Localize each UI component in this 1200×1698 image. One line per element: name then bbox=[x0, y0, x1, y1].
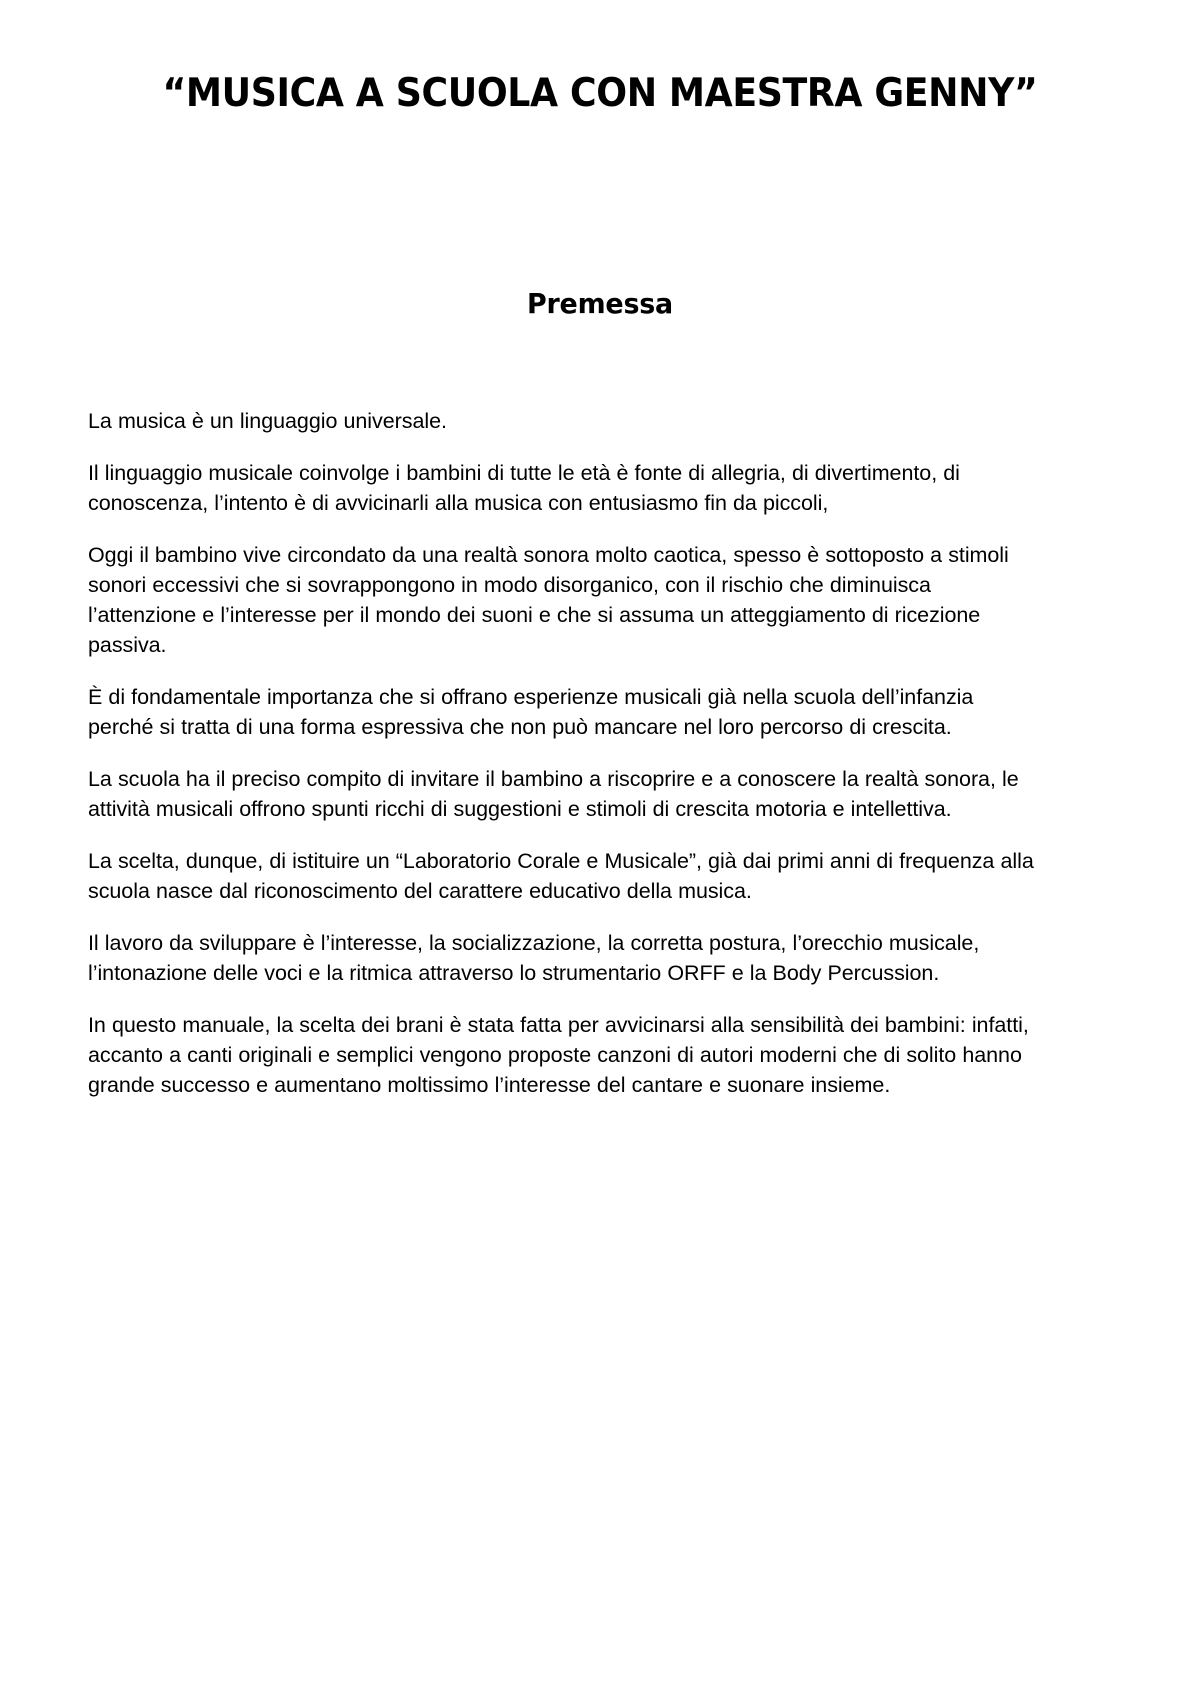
section-heading-premessa: Premessa bbox=[526, 286, 674, 320]
body-text-container bbox=[0, 320, 1200, 1100]
paragraph: La musica è un linguaggio universale. bbox=[88, 409, 447, 434]
paragraph: Il linguaggio musicale coinvolge i bambini di tutte le età è fonte di allegria, di divertimento, di conoscenza, l’intento è di avvicinarli alla musica con entusiasmo fin da piccoli, bbox=[88, 461, 960, 516]
paragraph: La scelta, dunque, di istituire un “Laboratorio Corale e Musicale”, già dai primi anni di frequenza alla scuola nasce dal riconoscimento del carattere educativo della musica. bbox=[88, 849, 1034, 904]
paragraph: In questo manuale, la scelta dei brani è stata fatta per avvicinarsi alla sensibilità dei bambini: infatti, accanto a canti originali e semplici vengono proposte canzoni di autori moderni che di solito hanno grande successo e aumentano moltissimo l’interesse del cantare e suonare insieme. bbox=[88, 1013, 1029, 1098]
paragraph: Il lavoro da sviluppare è l’interesse, la socializzazione, la corretta postura, l’orecchio musicale, l’intonazione delle voci e la ritmica attraverso lo strumentario ORFF e la Body Percussion. bbox=[88, 931, 980, 986]
paragraph: La scuola ha il preciso compito di invitare il bambino a riscoprire e a conoscere la realtà sonora, le attività musicali offrono spunti ricchi di suggestioni e stimoli di crescita motoria e intellettiva. bbox=[88, 767, 1019, 822]
paragraph: Oggi il bambino vive circondato da una realtà sonora molto caotica, spesso è sottoposto a stimoli sonori eccessivi che si sovrappongono in modo disorganico, con il rischio che diminuisca l’attenzione e l’interesse per il mondo dei suoni e che si assuma un atteggiamento di ricezione passiva. bbox=[88, 543, 1009, 658]
page-title: “MUSICA A SCUOLA CON MAESTRA GENNY” bbox=[162, 71, 1038, 116]
paragraph: È di fondamentale importanza che si offrano esperienze musicali già nella scuola dell’infanzia perché si tratta di una forma espressiva che non può mancare nel loro percorso di crescita. bbox=[88, 685, 974, 740]
